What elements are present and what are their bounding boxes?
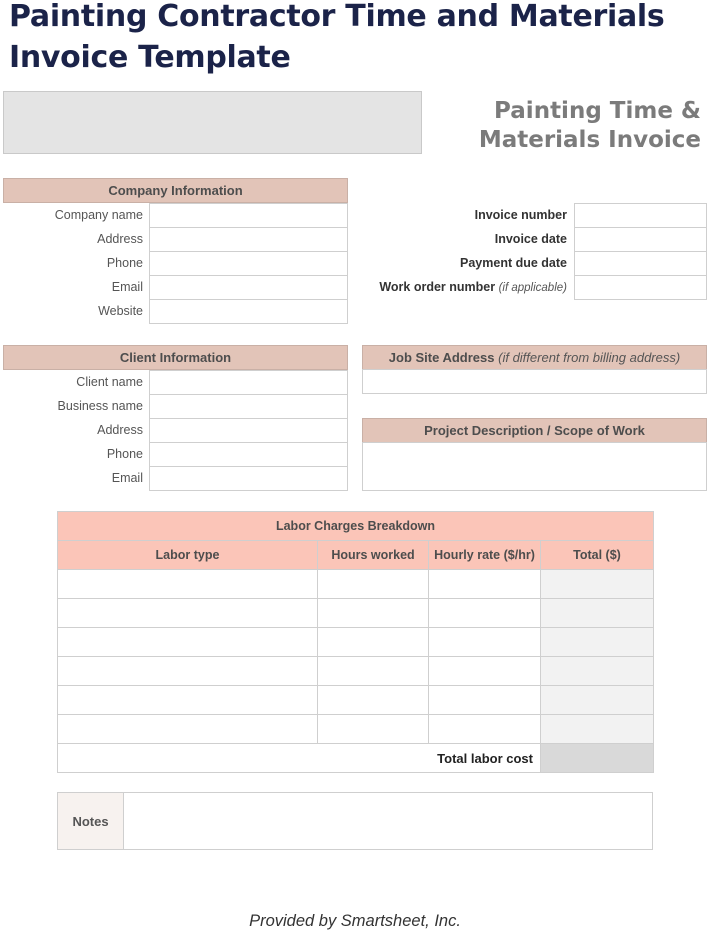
invoice-number-label: Invoice number xyxy=(474,208,567,222)
page-title-line2: Invoice Template xyxy=(9,40,291,75)
company-address-label: Address xyxy=(97,232,143,246)
company-email-label: Email xyxy=(111,280,143,294)
hours-worked-cell[interactable] xyxy=(318,570,429,599)
logo-placeholder[interactable] xyxy=(3,91,422,154)
work-order-number-label xyxy=(362,275,567,299)
hours-worked-cell[interactable] xyxy=(318,686,429,715)
notes-label xyxy=(57,792,124,850)
labor-type-cell[interactable] xyxy=(58,715,318,744)
job-site-header xyxy=(362,345,707,370)
hourly-rate-cell[interactable] xyxy=(429,715,541,744)
row-total-cell xyxy=(541,686,654,715)
invoice-number-field[interactable] xyxy=(574,203,707,228)
notes-field[interactable] xyxy=(123,792,653,850)
client-info-header-label: Client Information xyxy=(119,350,232,365)
table-row xyxy=(58,715,654,744)
work-order-number-text: Work order number xyxy=(379,280,496,294)
client-email-label: Email xyxy=(111,471,143,485)
project-description-header xyxy=(362,418,707,443)
company-info-header-label: Company Information xyxy=(108,183,243,198)
client-phone-label: Phone xyxy=(106,447,143,461)
column-header-hours-worked: Hours worked xyxy=(318,541,429,570)
column-header-labor-type: Labor type xyxy=(58,541,318,570)
labor-table-title: Labor Charges Breakdown xyxy=(58,512,654,541)
row-total-cell xyxy=(541,715,654,744)
labor-type-cell[interactable] xyxy=(58,628,318,657)
work-order-number-field[interactable] xyxy=(574,275,707,300)
project-description-header-label: Project Description / Scope of Work xyxy=(424,423,645,438)
company-phone-field[interactable] xyxy=(149,251,348,276)
labor-type-cell[interactable] xyxy=(58,599,318,628)
company-name-label: Company name xyxy=(54,208,143,222)
client-email-field[interactable] xyxy=(149,466,348,491)
page-title-line1: Painting Contractor Time and Materials xyxy=(9,0,665,34)
client-business-name-label: Business name xyxy=(57,399,143,413)
client-info-header xyxy=(3,345,348,370)
invoice-title-line1: Painting Time & xyxy=(494,98,701,124)
client-name-label: Client name xyxy=(76,375,143,389)
payment-due-date-label: Payment due date xyxy=(460,256,567,270)
row-total-cell xyxy=(541,599,654,628)
hours-worked-cell[interactable] xyxy=(318,715,429,744)
total-labor-cost-value xyxy=(541,744,654,773)
table-row xyxy=(58,686,654,715)
client-name-field[interactable] xyxy=(149,370,348,395)
hours-worked-cell[interactable] xyxy=(318,599,429,628)
invoice-date-label: Invoice date xyxy=(494,232,567,246)
table-row xyxy=(58,628,654,657)
hourly-rate-cell[interactable] xyxy=(429,599,541,628)
client-business-name-field[interactable] xyxy=(149,394,348,419)
hours-worked-cell[interactable] xyxy=(318,657,429,686)
column-header-total: Total ($) xyxy=(541,541,654,570)
hourly-rate-cell[interactable] xyxy=(429,628,541,657)
total-labor-cost-label: Total labor cost xyxy=(58,744,541,773)
company-name-field[interactable] xyxy=(149,203,348,228)
labor-total-row xyxy=(58,744,654,773)
footer-credit: Provided by Smartsheet, Inc. xyxy=(249,912,461,930)
labor-type-cell[interactable] xyxy=(58,657,318,686)
company-address-field[interactable] xyxy=(149,227,348,252)
hourly-rate-cell[interactable] xyxy=(429,657,541,686)
row-total-cell xyxy=(541,628,654,657)
labor-table-header-row xyxy=(58,541,654,570)
payment-due-date-field[interactable] xyxy=(574,251,707,276)
labor-charges-table xyxy=(57,511,654,773)
job-site-address-field[interactable] xyxy=(362,369,707,394)
client-address-field[interactable] xyxy=(149,418,348,443)
project-description-field[interactable] xyxy=(362,442,707,491)
company-phone-label: Phone xyxy=(106,256,143,270)
company-info-header xyxy=(3,178,348,203)
labor-table-title-row xyxy=(58,512,654,541)
hourly-rate-cell[interactable] xyxy=(429,570,541,599)
row-total-cell xyxy=(541,570,654,599)
company-website-label: Website xyxy=(98,304,143,318)
invoice-title-line2: Materials Invoice xyxy=(478,127,701,153)
work-order-note: (if applicable) xyxy=(498,282,567,294)
page-title xyxy=(9,0,664,78)
client-phone-field[interactable] xyxy=(149,442,348,467)
client-address-label: Address xyxy=(97,423,143,437)
job-site-header-label: Job Site Address xyxy=(388,350,495,365)
column-header-hourly-rate: Hourly rate ($/hr) xyxy=(429,541,541,570)
job-site-note: (if different from billing address) xyxy=(498,350,681,365)
invoice-date-field[interactable] xyxy=(574,227,707,252)
table-row xyxy=(58,657,654,686)
table-row xyxy=(58,599,654,628)
table-row xyxy=(58,570,654,599)
row-total-cell xyxy=(541,657,654,686)
hourly-rate-cell[interactable] xyxy=(429,686,541,715)
invoice-title xyxy=(479,97,701,155)
notes-label-text: Notes xyxy=(72,813,109,829)
labor-type-cell[interactable] xyxy=(58,686,318,715)
company-email-field[interactable] xyxy=(149,275,348,300)
hours-worked-cell[interactable] xyxy=(318,628,429,657)
company-website-field[interactable] xyxy=(149,299,348,324)
labor-type-cell[interactable] xyxy=(58,570,318,599)
